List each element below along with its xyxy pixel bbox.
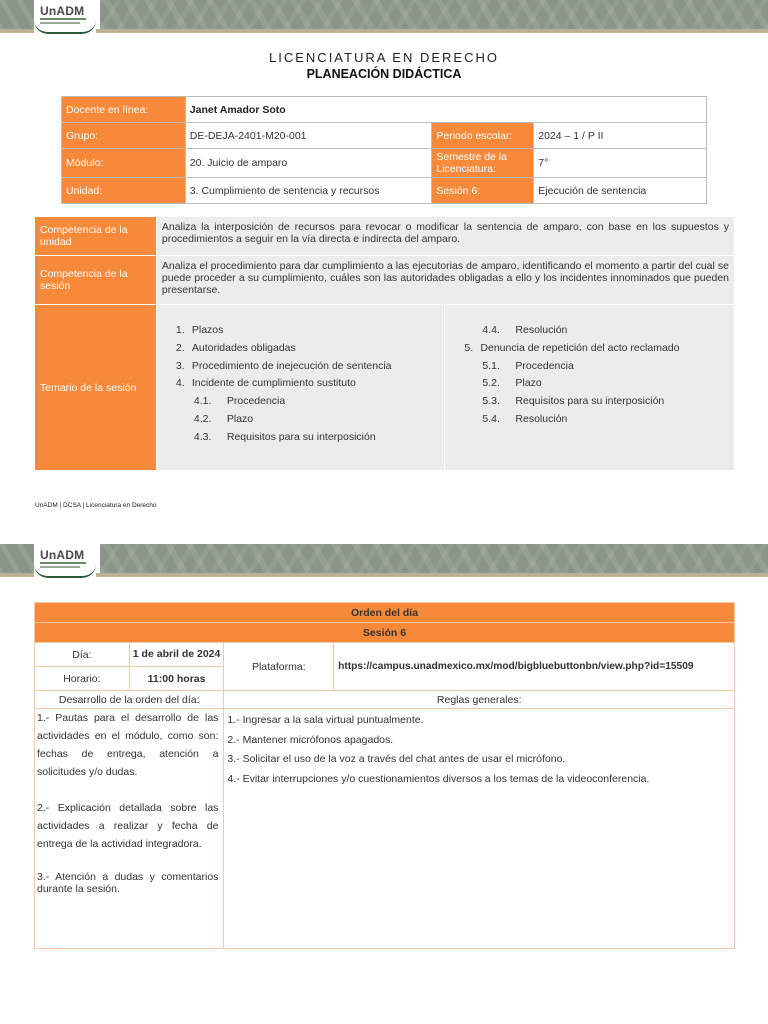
temario-item xyxy=(464,322,734,340)
horario-value: 11:00 horas xyxy=(129,667,224,691)
temario-item-text: Procedencia xyxy=(515,359,574,372)
temario-item-number: 2. xyxy=(175,341,185,354)
competencia-sesion-text: Analiza el procedimiento para dar cumplimiento a las ejecutorias de amparo, identificando el momento a partir del cual se puede proceder a su cumplimiento, cuáles son las autoridades obligadas a ello y los incidentes innominados que pueden presentarse. xyxy=(156,256,734,305)
orden-table xyxy=(34,602,735,949)
plataforma-link[interactable]: https://campus.unadmexico.mx/mod/bigbluebuttonbn/view.php?id=15509 xyxy=(334,643,735,691)
unadm-logo: UnADM xyxy=(34,2,96,34)
orden-title: Orden del día xyxy=(35,603,735,623)
reglas-label: Reglas generales: xyxy=(224,691,735,709)
modulo-label: Módulo: xyxy=(62,149,186,178)
semestre-label: Semestre de la Licenciatura: xyxy=(432,149,534,178)
desarrollo-item: 2.- Explicación detallada sobre las actividades a realizar y fecha de entrega de la actividad integradora. xyxy=(37,802,219,850)
sesion-value: Ejecución de sentencia xyxy=(534,178,707,204)
temario-item-text: Plazos xyxy=(191,324,224,336)
document-title: PLANEACIÓN DIDÁCTICA xyxy=(306,67,462,81)
temario-item xyxy=(176,358,445,376)
temario-item-text: Denuncia de repetición del acto reclamado xyxy=(480,341,680,354)
unidad-label: Unidad: xyxy=(62,178,186,204)
temario-item-text: Plazo xyxy=(515,377,542,390)
sesion-label: Sesión 6: xyxy=(432,178,534,204)
temario-item-text: Resolución xyxy=(515,412,568,425)
unadm-logo-2: UnADM xyxy=(34,546,96,578)
temario-item-number: 1. xyxy=(175,324,185,336)
temario-item-number: 4.3. xyxy=(193,430,212,443)
competencia-unidad-label: Competencia de la unidad xyxy=(35,217,157,256)
temario-item-number: 5.4. xyxy=(482,412,500,425)
regla-item: 3.- Solicitar el uso de la voz a través del chat antes de usar el micrófono. xyxy=(227,753,566,765)
semestre-value: 7° xyxy=(534,149,707,178)
orden-sesion: Sesión 6 xyxy=(35,623,735,643)
temario-item-number: 5. xyxy=(464,341,474,354)
reglas-list xyxy=(224,709,735,949)
dia-label: Día: xyxy=(35,643,130,667)
temario-item xyxy=(464,358,734,376)
temario-left xyxy=(156,305,445,471)
program-title: LICENCIATURA EN DERECHO xyxy=(269,50,499,65)
dia-value: 1 de abril de 2024 xyxy=(129,643,224,667)
desarrollo-label: Desarrollo de la orden del día: xyxy=(35,691,224,709)
regla-item: 4.- Evitar interrupciones y/o cuestionamientos diversos a los temas de la videoconferencia. xyxy=(227,772,650,785)
regla-item: 2.- Mantener micrófonos apagados. xyxy=(227,733,394,746)
regla-item: 1.- Ingresar a la sala virtual puntualmente. xyxy=(227,714,424,726)
temario-item-number: 5.3. xyxy=(482,395,500,408)
temario-item-text: Resolución xyxy=(515,324,568,336)
grupo-label: Grupo: xyxy=(62,123,186,149)
header-banner xyxy=(0,0,768,36)
temario-item-number: 5.2. xyxy=(482,377,500,390)
temario-item xyxy=(176,411,445,429)
temario-item-text: Requisitos para su interposición xyxy=(226,430,376,443)
temario-item xyxy=(464,375,734,393)
temario-item xyxy=(176,393,445,411)
temario-item xyxy=(176,429,445,447)
modulo-value: 20. Juicio de amparo xyxy=(185,149,432,178)
temario-item-text: Procedencia xyxy=(226,395,286,408)
competencia-unidad-text: Analiza la interposición de recursos para revocar o modificar la sentencia de amparo, con base en los supuestos y procedimientos a seguir en la vía directa e indirecta del amparo. xyxy=(156,217,734,256)
unidad-value: 3. Cumplimiento de sentencia y recursos xyxy=(185,178,432,204)
desarrollo-list xyxy=(35,709,224,949)
temario-item-number: 3. xyxy=(175,359,185,372)
header-banner-2 xyxy=(0,544,768,580)
temario-item-number: 4.2. xyxy=(193,412,212,425)
temario-item xyxy=(176,340,445,358)
temario-item xyxy=(176,375,445,393)
horario-label: Horario: xyxy=(35,667,130,691)
plataforma-label: Plataforma: xyxy=(224,643,334,691)
periodo-value: 2024 – 1 / P II xyxy=(534,123,707,149)
page-footer: UnADM | DCSA | Licenciatura en Derecho xyxy=(35,502,157,509)
temario-item-number: 4.4. xyxy=(482,324,500,336)
temario-item xyxy=(464,411,734,429)
temario-label: Temario de la sesión xyxy=(35,305,157,471)
desarrollo-item: 3.- Atención a dudas y comentarios durante la sesión. xyxy=(37,871,219,895)
temario-item-number: 5.1. xyxy=(482,359,500,372)
temario-item xyxy=(464,393,734,411)
docente-value: Janet Amador Soto xyxy=(185,97,706,123)
temario-item-text: Procedimiento de inejecución de sentencia xyxy=(191,359,392,372)
desarrollo-item: 1.- Pautas para el desarrollo de las actividades en el módulo, como son: fechas de entrega, atención a solicitudes y/o dudas. xyxy=(37,712,219,778)
temario-item-text: Incidente de cumplimiento sustituto xyxy=(191,377,356,390)
temario-item-text: Plazo xyxy=(226,412,254,425)
temario-item xyxy=(464,340,734,358)
temario-right xyxy=(445,305,735,471)
temario-item-number: 4. xyxy=(175,377,185,390)
competencias-table xyxy=(34,216,735,471)
periodo-label: Periodo escolar: xyxy=(432,123,534,149)
temario-item-text: Requisitos para su interposición xyxy=(515,395,665,408)
docente-label: Docente en línea: xyxy=(62,97,186,123)
temario-item xyxy=(176,322,445,340)
grupo-value: DE-DEJA-2401-M20-001 xyxy=(185,123,432,149)
temario-item-number: 4.1. xyxy=(193,395,212,408)
competencia-sesion-label: Competencia de la sesión xyxy=(35,256,157,305)
info-table xyxy=(61,96,707,204)
temario-item-text: Autoridades obligadas xyxy=(191,341,296,354)
